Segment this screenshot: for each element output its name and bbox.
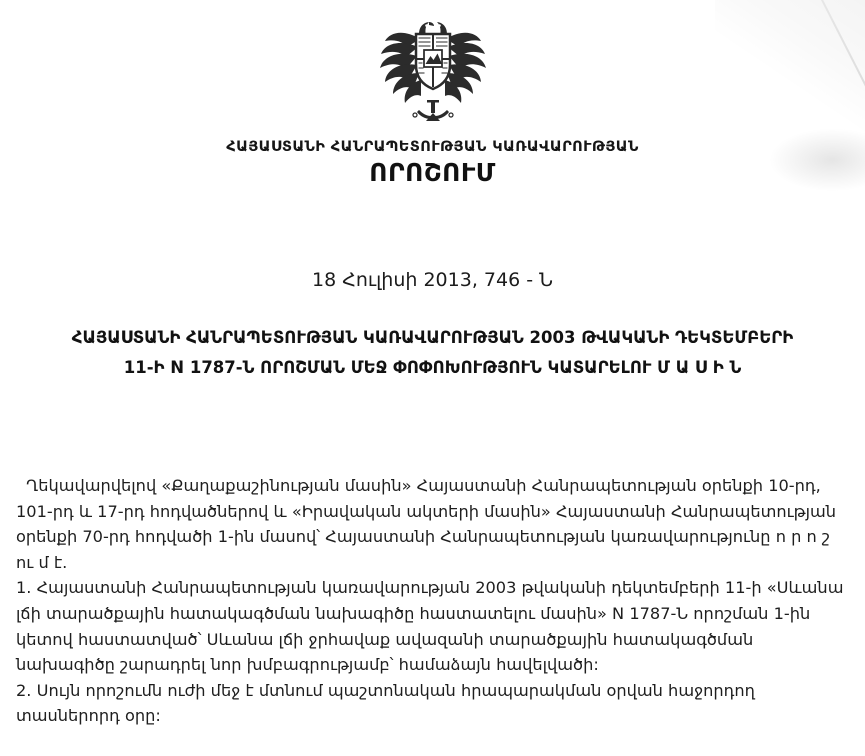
decision-title-line2: 11-Ի N 1787-Ն ՈՐՈՇՄԱՆ ՄԵՋ ՓՈՓՈԽՈՒԹՅՈՒՆ ԿԱՏԱՐԵԼՈՒ Մ Ա Ս Ի Ն [123,358,742,377]
preamble-paragraph: Ղեկավարվելով «Քաղաքաշինության մասին» Հայաստանի Հանրապետության օրենքի 10-րդ, 101-րդ և 17-րդ հոդվածներով և «Իրավական ակտերի մասին» Հայաստանի Հանրապետության օրենքի 70-րդ հոդվածի 1-ին մասով՝ Հայաստանի Հանրապետության կառավարությունը ո ր ո շ ու մ է. [16,476,837,572]
document-type-heading: ՈՐՈՇՈՒՄ [369,158,496,187]
armenia-coat-of-arms-icon [371,12,495,130]
decision-body [16,473,849,729]
decision-title-line1: ՀԱՅԱՍՏԱՆԻ ՀԱՆՐԱՊԵՏՈՒԹՅԱՆ ԿԱՌԱՎԱՐՈՒԹՅԱՆ 2003 ԹՎԱԿԱՆԻ ԴԵԿՏԵՄԲԵՐԻ [71,328,794,347]
government-name-heading: ՀԱՅԱՍՏԱՆԻ ՀԱՆՐԱՊԵՏՈՒԹՅԱՆ ԿԱՌԱՎԱՐՈՒԹՅԱՆ [226,139,639,155]
clause-2-paragraph: 2. Սույն որոշումն ուժի մեջ է մտնում պաշտոնական հրապարակման օրվան հաջորդող տասներորդ օրը: [16,680,755,726]
decision-date-number: 18 Հուլիսի 2013, 746 - Ն [312,269,553,291]
clause-1-paragraph: 1. Հայաստանի Հանրապետության կառավարության 2003 թվականի դեկտեմբերի 11-ի «Սևանա լճի տարածքային հատակագծման նախագիծը հաստատելու մասին» N 1787-Ն որոշման 1-ին կետով հաստատված՝ Սևանա լճի ջրհավաք ավազանի տարածքային հատակագծման նախագիծը շարադրել նոր խմբագրությամբ՝ համաձայն հավելվածի: [16,578,844,675]
decision-title [14,323,851,383]
